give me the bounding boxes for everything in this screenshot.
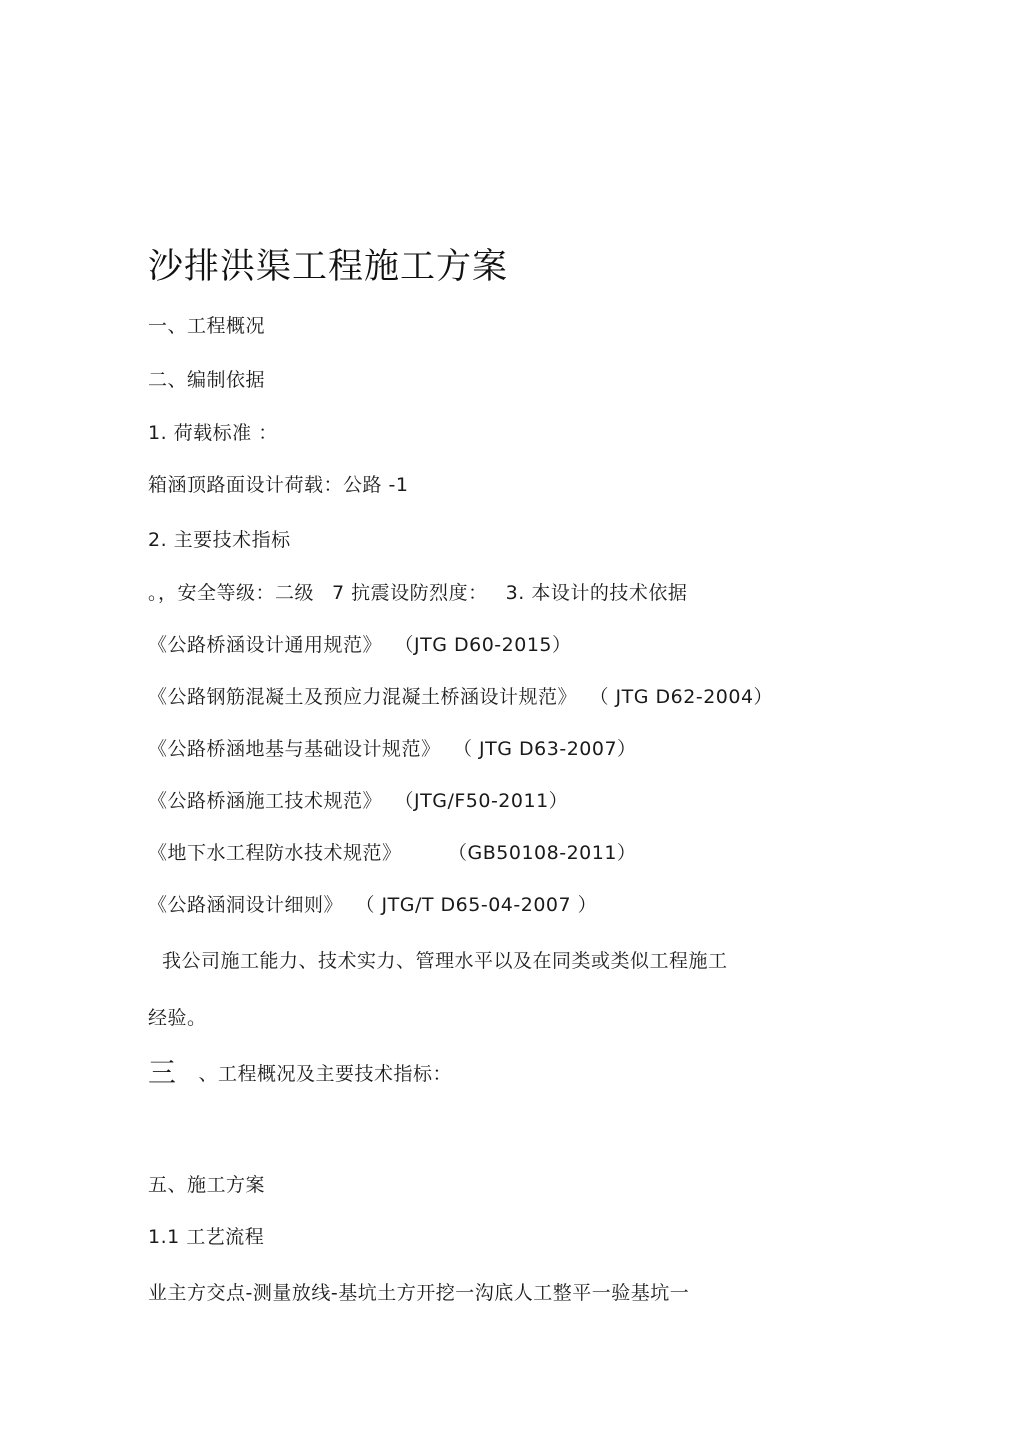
document-title: 沙排洪渠工程施工方案 [148, 247, 509, 287]
safety-grade-text: 。，安全等级：二级 [148, 582, 315, 604]
reference-name: 《公路桥涵设计通用规范》 [148, 634, 383, 656]
experience-paragraph: 我公司施工能力、技术实力、管理水平以及在同类或类似工程施工 [162, 950, 728, 972]
section-heading-1: 一、工程概况 [148, 315, 266, 337]
tech-index-line [148, 580, 687, 606]
reference-item [148, 788, 568, 814]
seismic-text: 7 抗震设防烈度： [332, 582, 488, 604]
experience-paragraph-end: 经验。 [148, 1007, 207, 1029]
reference-name: 《公路桥涵施工技术规范》 [148, 790, 383, 812]
section-heading-3 [148, 1056, 453, 1089]
reference-code: （ JTG D62-2004） [599, 686, 774, 708]
load-standard-heading: 1. 荷载标准 ： [148, 422, 278, 444]
process-flow-heading: 1.1 工艺流程 [148, 1226, 265, 1248]
reference-code: （ JTG D63-2007） [462, 738, 637, 760]
reference-name: 《公路桥涵地基与基础设计规范》 [148, 738, 441, 760]
reference-item [148, 684, 773, 710]
section-heading-5: 五、施工方案 [148, 1174, 266, 1196]
reference-name: 《地下水工程防水技术规范》 [148, 842, 402, 864]
design-basis-heading: 3. 本设计的技术依据 [505, 582, 688, 604]
reference-code: （ JTG/T D65-04-2007 ） [365, 894, 598, 916]
reference-name: 《公路涵洞设计细则》 [148, 894, 344, 916]
process-flow-text: 业主方交点-测量放线-基坑土方开挖一沟底人工整平一验基坑一 [148, 1282, 690, 1304]
reference-code: （JTG D60-2015） [404, 634, 572, 656]
reference-item [148, 736, 637, 762]
tech-index-heading: 2. 主要技术指标 [148, 529, 291, 551]
reference-item [148, 632, 572, 658]
section-heading-3-text: 、工程概况及主要技术指标： [198, 1063, 453, 1085]
load-standard-text: 箱涵顶路面设计荷载：公路 -1 [148, 474, 409, 496]
reference-code: （GB50108-2011） [457, 842, 637, 864]
section-heading-2: 二、编制依据 [148, 369, 266, 391]
reference-item [148, 892, 597, 918]
reference-code: （JTG/F50-2011） [404, 790, 569, 812]
reference-name: 《公路钢筋混凝土及预应力混凝土桥涵设计规范》 [148, 686, 578, 708]
reference-item [148, 840, 636, 866]
section-number-3: 三 [148, 1056, 177, 1089]
